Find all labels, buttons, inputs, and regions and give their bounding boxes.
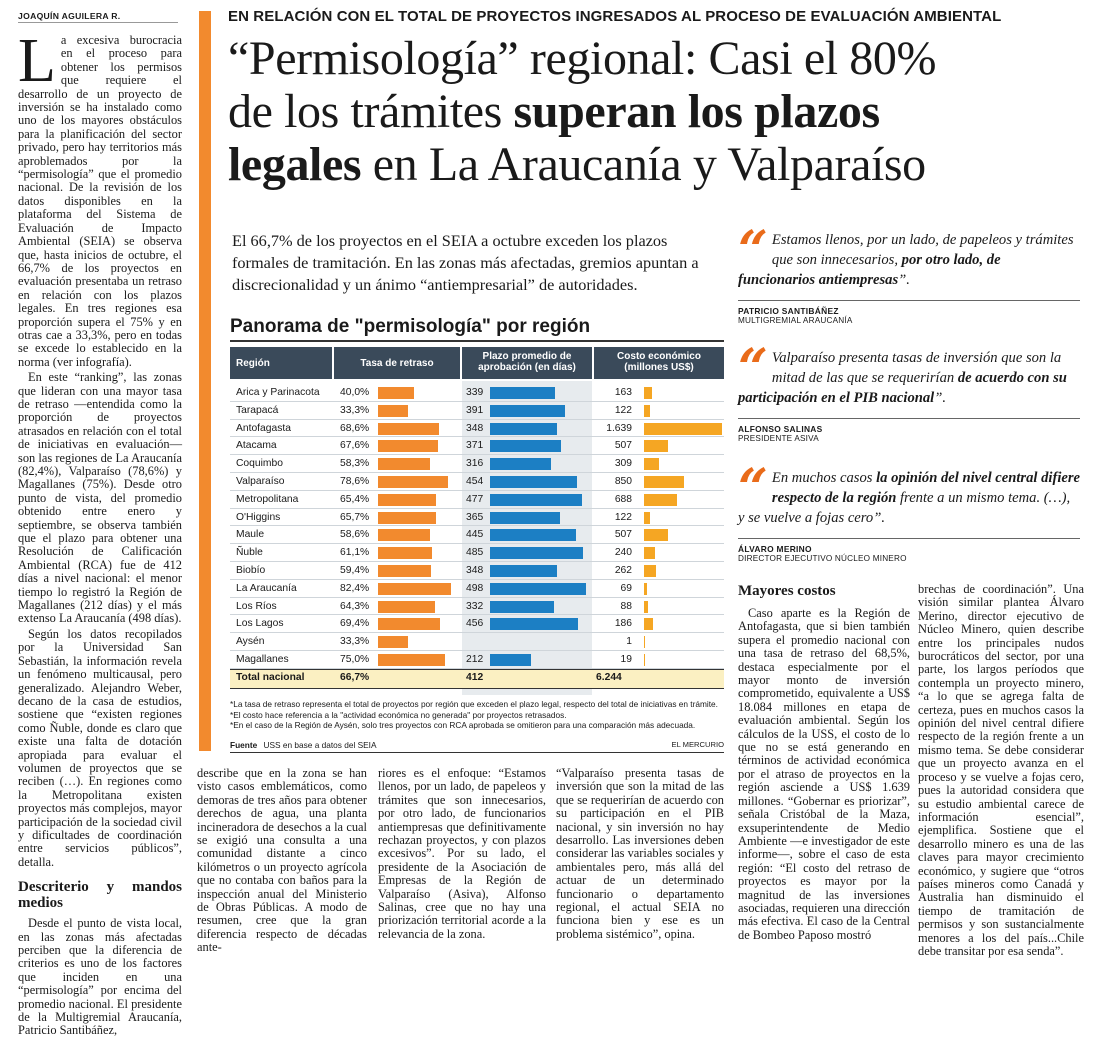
bar-costo	[644, 654, 645, 666]
source-label: Fuente	[230, 740, 258, 750]
bar-costo	[644, 512, 650, 524]
cell-region: Maule	[236, 529, 265, 541]
bar-tasa	[378, 618, 440, 630]
bar-costo	[644, 405, 650, 417]
cell-region: Los Lagos	[236, 618, 284, 630]
bar-plazo	[490, 654, 531, 666]
cell-plazo: 485	[466, 547, 484, 559]
bar-tasa	[378, 583, 451, 595]
bar-plazo	[490, 565, 557, 577]
cell-costo: 1	[626, 636, 632, 648]
cell-tasa: 58,6%	[340, 529, 370, 541]
cell-costo: 186	[614, 618, 632, 630]
cell-tasa: 33,3%	[340, 404, 370, 416]
cell-tasa: 65,7%	[340, 511, 370, 523]
header-costo: Costo económico (millones US$)	[617, 351, 701, 373]
cell-costo: 850	[614, 476, 632, 487]
article-column-5	[738, 583, 910, 942]
chart-source	[230, 740, 724, 751]
cell-tasa: 40,0%	[340, 387, 370, 398]
bar-plazo	[490, 476, 577, 488]
bar-tasa	[378, 601, 435, 613]
total-costo: 6.244	[596, 671, 622, 683]
cell-tasa: 33,3%	[340, 636, 370, 648]
paragraph: Caso aparte es la Región de Antofagasta, que si bien también supera el promedio nacional con una tasa de retraso del 68,5%, destaca especialmente por el mayor monto de inversión comprometido, equivalente a US$ 18.084 millones en etapa de evaluación ambiental. Según los cálculos de la USS, el costo de lo que no se está generando en términos de actividad económica por el atraso de proyectos en la región asciende a US$ 1.639 millones. “Gobernar es priorizar”, señala Cristóbal de la Maza, exsuperintendente de Medio Ambiente —e investigador de este informe—, sobre el caso de esta región: “El costo del retraso de proyectos es mayor por la magnitud de las inversiones asociadas, requieren una dirección más efectiva. El caso de la Central de Bombeo Paposo mostró	[738, 606, 910, 942]
quote-role: PRESIDENTE ASIVA	[738, 434, 819, 443]
total-region: Total nacional	[236, 671, 305, 683]
bar-costo	[644, 529, 668, 541]
article-column-4: “Valparaíso presenta tasas de inversión que son la mitad de las que se requerirían de acuerdo con su participación en el PIB nacional, y sin inversión no hay desarrollo. Las inversiones deben considerar las variables sociales y ambientales pero, más allá del actuar de un determinado funcionario o departamento regional, el actual SEIA no funciona bien y ese es un problema sistémico”, opina.	[556, 766, 724, 941]
paragraph: Según los datos recopilados por la Universidad San Sebastián, la información revela un fenómeno multicausal, pero generalizado. Alejandro Weber, decano de la casa de estudios, sostiene que “existen regiones como Ñuble, donde es claro que existe una falta de dotación apropiada para evaluar el volumen de proyectos que se reciben (…). En regiones como la Metropolitana existen proyectos más complejos, mayor participación de la sociedad civil y dificultades de coordinación entre servicios públicos”, detalla.	[18, 626, 182, 869]
cell-plazo: 348	[466, 422, 484, 434]
bar-costo	[644, 636, 645, 648]
chart-notes	[230, 699, 724, 731]
cell-region: Antofagasta	[236, 422, 291, 434]
pull-quote-1: “ Estamos llenos, por un lado, de papeleos y trámites que son innecesarios, por otro lado, de funcionarios antiempresas”. PATRICIO SANTIBÁÑEZ MULTIGREMIAL ARAUCANÍA	[738, 230, 1080, 325]
bar-tasa	[378, 512, 436, 524]
bar-plazo	[490, 423, 557, 435]
subhead: Descriterio y mandos medios	[18, 879, 182, 912]
cell-costo: 88	[620, 600, 632, 612]
cell-region: Magallanes	[236, 654, 289, 665]
bar-tasa	[378, 529, 430, 541]
bar-plazo	[490, 494, 582, 506]
bar-costo	[644, 458, 659, 470]
drop-cap: L	[18, 27, 56, 95]
bar-tasa	[378, 423, 439, 435]
cell-costo: 309	[614, 458, 632, 470]
bar-costo	[644, 440, 668, 452]
quote-rule	[738, 418, 1080, 419]
quote-author: ALFONSO SALINAS	[738, 424, 823, 434]
quote-mark-icon: “	[738, 338, 768, 399]
paragraph: Desde el punto de vista local, en las zonas más afectadas perciben que la diferencia de criterios es uno de los factores que inciden en una “permisología” por encima del promedio nacional. El presidente de la Multigremial Araucanía, Patricio Santibáñez,	[18, 916, 182, 1038]
chart-note: *En el caso de la Región de Aysén, solo tres proyectos con RCA aprobada se omitieron para una comparación más adecuada.	[230, 720, 696, 731]
cell-tasa: 75,0%	[340, 654, 370, 665]
bar-tasa	[378, 476, 448, 488]
cell-region: Los Ríos	[236, 600, 277, 612]
quote-rule	[738, 538, 1080, 539]
bar-costo	[644, 565, 656, 577]
quote-rule	[738, 300, 1080, 301]
cell-tasa: 58,3%	[340, 458, 370, 470]
cell-costo: 240	[614, 547, 632, 559]
quote-mark-icon: “	[738, 458, 768, 519]
chart-note: *La tasa de retraso representa el total de proyectos por región que exceden el plazo legal, respecto del total de iniciativas en trámite.	[230, 699, 718, 709]
bar-costo	[644, 423, 722, 435]
bar-tasa	[378, 654, 445, 666]
cell-tasa: 67,6%	[340, 440, 370, 452]
paragraph: En este “ranking”, las zonas que lideran con una mayor tasa de retraso —entendida como la proporción de proyectos atrasados en relación con el total de iniciativas en evaluación— son las regiones de La Araucanía (82,4%), Valparaíso (78,6%) y Magallanes (75%). Desde otro punto de vista, del promedio obtenido entre enero y septiembre, se observa también que el plazo para obtener una Resolución de Calificación Ambiental (RCA) fue de 412 días a nivel nacional: el menor tiempo lo registró la Región de Magallanes (212 días) y el más extenso La Araucanía (498 días).	[18, 370, 182, 626]
cell-costo: 507	[614, 440, 632, 452]
cell-region: Coquimbo	[236, 458, 283, 470]
quote-author: PATRICIO SANTIBÁÑEZ	[738, 306, 839, 316]
cell-plazo: 348	[466, 565, 484, 576]
article-column-6: brechas de coordinación”. Una visión similar plantea Álvaro Merino, director ejecutivo de Núcleo Minero, quien describe entre los principales nudos burocráticos del sector, por una parte, los largos períodos que contempla un proyecto minero, “a lo que se agrega falta de certeza, pues en muchos casos la opinión del nivel central difiere respecto de la región frente a un mismo tema. Se debe considerar que un proyecto avanza en el proceso y se vuelve a fojas cero, pues la autoridad considera que su estudio ambiental carece de información esencial”, ejemplifica. Sostiene que el desarrollo minero es una de las claves para mayor crecimiento económico, y sugiere que “otros países mineros como Canadá y Australia han disminuido el tiempo de tramitación de permisos y son sustancialmente menores a los del país...Chile debe transitar por esa senda”.	[918, 582, 1084, 958]
bar-tasa	[378, 494, 436, 506]
cell-costo: 262	[614, 565, 632, 576]
cell-costo: 19	[620, 654, 632, 665]
cell-costo: 163	[614, 387, 632, 398]
cell-costo: 507	[614, 529, 632, 541]
header-plazo: Plazo promedio de aprobación (en días)	[478, 351, 576, 373]
headline-line: de los trámites superan los plazos	[228, 85, 880, 138]
bar-plazo	[490, 618, 578, 630]
cell-region: O'Higgins	[236, 511, 281, 523]
cell-region: La Araucanía	[236, 582, 297, 594]
cell-plazo: 498	[466, 582, 484, 594]
cell-region: Atacama	[236, 440, 277, 452]
bar-costo	[644, 583, 647, 595]
accent-bar	[199, 11, 211, 751]
bar-costo	[644, 387, 652, 399]
cell-plazo: 371	[466, 440, 484, 452]
cell-plazo: 365	[466, 511, 484, 523]
byline-rule	[18, 22, 178, 23]
bar-plazo	[490, 601, 554, 613]
bar-tasa	[378, 440, 438, 452]
cell-plazo: 316	[466, 458, 484, 470]
cell-costo: 122	[614, 511, 632, 523]
chart-note: *El costo hace referencia a la "actividad económica no generada" por proyectos retrasados.	[230, 709, 567, 720]
bar-plazo	[490, 512, 560, 524]
bar-costo	[644, 476, 684, 488]
cell-region: Aysén	[236, 636, 265, 648]
cell-tasa: 68,6%	[340, 422, 370, 434]
cell-plazo: 332	[466, 600, 484, 612]
cell-tasa: 65,4%	[340, 493, 370, 505]
cell-region: Biobío	[236, 565, 266, 576]
bar-costo	[644, 618, 653, 630]
bar-tasa	[378, 387, 414, 399]
bar-costo	[644, 547, 655, 559]
cell-tasa: 61,1%	[340, 547, 370, 559]
cell-plazo: 454	[466, 476, 484, 487]
bar-plazo	[490, 529, 576, 541]
cell-region: Arica y Parinacota	[236, 387, 320, 398]
headline-line: legales en La Araucanía y Valparaíso	[228, 138, 926, 191]
quote-role: DIRECTOR EJECUTIVO NÚCLEO MINERO	[738, 554, 907, 563]
bar-plazo	[490, 547, 583, 559]
cell-plazo: 212	[466, 654, 484, 665]
publisher: EL MERCURIO	[671, 740, 724, 749]
cell-tasa: 82,4%	[340, 582, 370, 594]
cell-plazo: 339	[466, 387, 484, 398]
chart-title: Panorama de "permisología" por región	[230, 316, 591, 337]
cell-tasa: 78,6%	[340, 476, 370, 487]
bar-plazo	[490, 583, 586, 595]
source-text: USS en base a datos del SEIA	[263, 740, 377, 750]
quote-role: MULTIGREMIAL ARAUCANÍA	[738, 316, 853, 325]
article-column-3: riores es el enfoque: “Estamos llenos, por un lado, de papeleos y trámites que son innecesarios, por otro lado, de funcionarios antiempresas que definitivamente rechazan proyectos, y con plazos excesivos”. Por su lado, el presidente de la Asociación de Empresas de la Región de Valparaíso (Asiva), Alfonso Salinas, cree que no hay una priorización territorial acorde a la relevancia de la zona.	[378, 766, 546, 941]
article-column-2: describe que en la zona se han visto casos emblemáticos, como demoras de tres años para obtener derechos de agua, una planta incineradora de desechos a la cual se exigió una consulta a una comunidad distante a cinco kilómetros o un proyecto agrícola que no contaba con baños para la inspección anual del Ministerio de Obras Públicas. A modo de resumen, cree que la gran diferencia respecto de décadas ante-	[197, 766, 367, 955]
cell-region: Valparaíso	[236, 476, 285, 487]
pull-quote-2: “ Valparaíso presenta tasas de inversión que son la mitad de las que se requerirían de acuerdo con su participación en el PIB nacional”. ALFONSO SALINAS PRESIDENTE ASIVA	[738, 348, 1080, 443]
cell-costo: 1.639	[606, 422, 632, 434]
total-tasa: 66,7%	[340, 671, 370, 683]
cell-plazo: 391	[466, 404, 484, 416]
region-table	[230, 347, 724, 697]
pull-quote-3: “ En muchos casos la opinión del nivel central difiere respecto de la región frente a un mismo tema. (…), y se vuelve a fojas cero”. ÁLVARO MERINO DIRECTOR EJECUTIVO NÚCLEO MINERO	[738, 458, 1081, 563]
cell-region: Tarapacá	[236, 404, 279, 416]
byline: JOAQUÍN AGUILERA R.	[18, 11, 121, 21]
chart-title-rule	[230, 340, 724, 342]
cell-region: Ñuble	[236, 547, 263, 559]
cell-region: Metropolitana	[236, 493, 299, 505]
total-plazo: 412	[466, 671, 484, 683]
header-region: Región	[236, 358, 270, 369]
header-tasa: Tasa de retraso	[360, 358, 434, 369]
bar-tasa	[378, 458, 430, 470]
cell-costo: 122	[614, 404, 632, 416]
article-column-1	[18, 27, 182, 1040]
cell-plazo: 477	[466, 493, 484, 505]
kicker: EN RELACIÓN CON EL TOTAL DE PROYECTOS INGRESADOS AL PROCESO DE EVALUACIÓN AMBIENTAL	[228, 8, 1002, 25]
cell-tasa: 59,4%	[340, 565, 370, 576]
bar-costo	[644, 601, 648, 613]
headline-line: “Permisología” regional: Casi el 80%	[228, 32, 937, 85]
cell-plazo: 445	[466, 529, 484, 541]
cell-costo: 69	[620, 582, 632, 594]
bar-costo	[644, 494, 677, 506]
cell-costo: 688	[614, 493, 632, 505]
bar-plazo	[490, 387, 555, 399]
paragraph: a excesiva burocracia en el proceso para obtener los permisos que requiere el desarrollo de un proyecto de inversión se ha instalado como uno de los mayores obstáculos para la planificación del sector privado, pero hay territorios más aproblemados por la “permisología” que el promedio nacional. De la revisión de los datos disponibles en la plataforma del Sistema de Evaluación de Impacto Ambiental (SEIA) se observa que, hasta inicios de octubre, el 66,7% de los proyectos en evaluación presentaba un retraso en relación con los plazos legales. En tres regiones esa proporción supera el 75% y en otras cae a 33,3%, pero en todas se excede lo establecido en la norma (ver infografía).	[18, 33, 182, 369]
bar-tasa	[378, 405, 408, 417]
bar-tasa	[378, 547, 432, 559]
quote-author: ÁLVARO MERINO	[738, 544, 812, 554]
bar-plazo	[490, 440, 561, 452]
bar-plazo	[490, 458, 551, 470]
chart-bottom-rule	[230, 752, 724, 753]
headline	[228, 32, 1098, 191]
lead-paragraph: El 66,7% de los proyectos en el SEIA a octubre exceden los plazos formales de tramitación. En las zonas más afectadas, gremios apuntan a discrecionalidad y un ánimo “antiempresarial” de autoridades.	[232, 231, 699, 294]
bar-plazo	[490, 405, 565, 417]
quote-mark-icon: “	[738, 220, 768, 281]
bar-tasa	[378, 565, 431, 577]
bar-tasa	[378, 636, 408, 648]
cell-tasa: 69,4%	[340, 618, 370, 630]
cell-tasa: 64,3%	[340, 600, 370, 612]
cell-plazo: 456	[466, 618, 484, 630]
subhead: Mayores costos	[738, 583, 836, 599]
